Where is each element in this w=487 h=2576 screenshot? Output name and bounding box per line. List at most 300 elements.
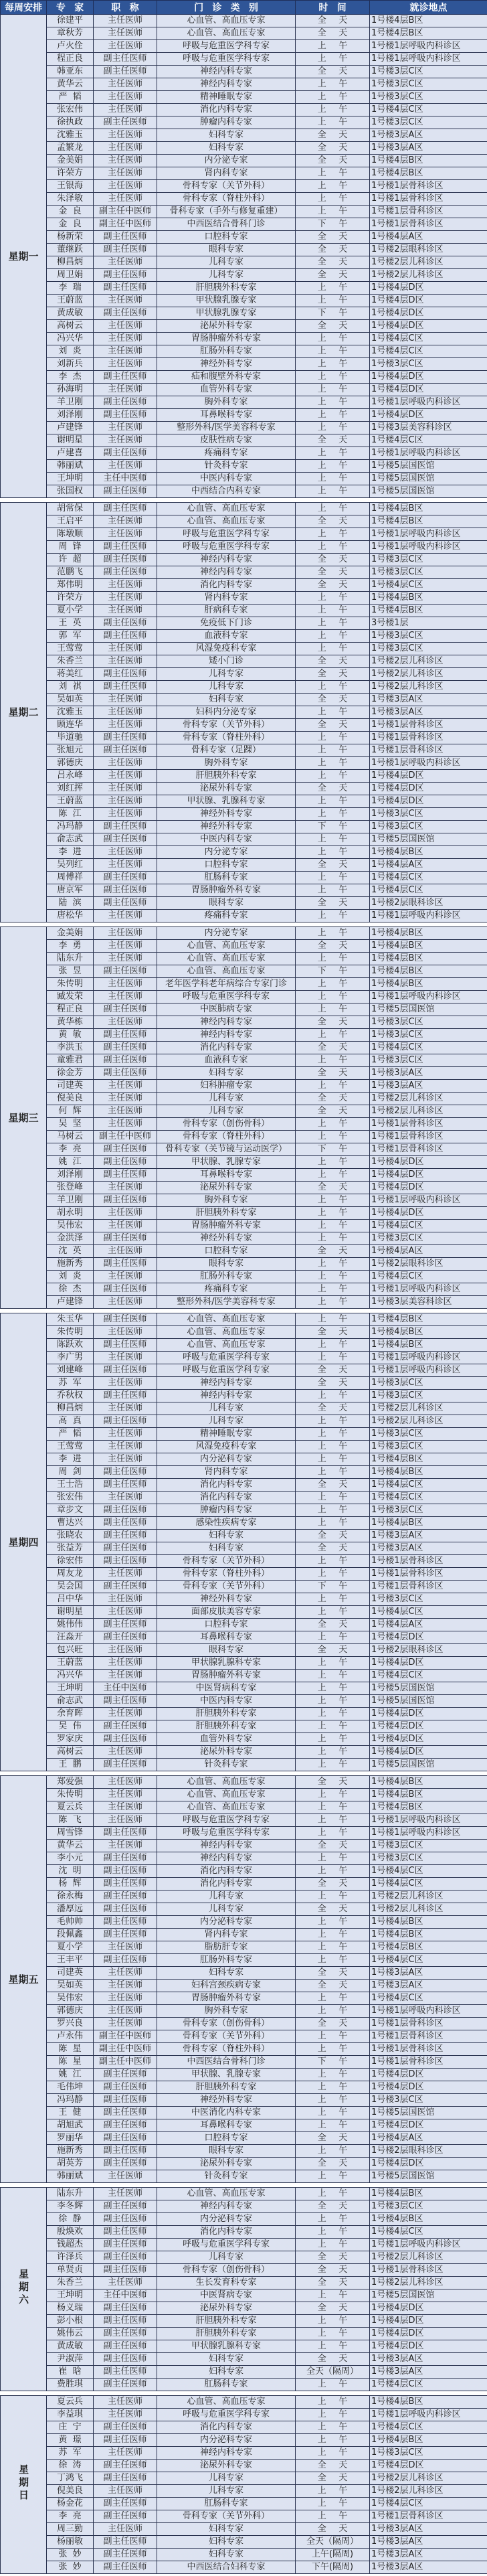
expert-name: 毕道驰 — [47, 732, 94, 744]
clinic-category: 整形外科/医学美容科专家 — [157, 1296, 296, 1309]
clinic-category: 妇科专家 — [157, 1067, 296, 1080]
expert-name: 张宏伟 — [47, 1492, 94, 1504]
table-row — [1, 1890, 487, 1903]
clinic-category: 呼吸与危重医学科专家 — [157, 2239, 296, 2251]
clinic-location: 1号楼3层C区 — [370, 1390, 487, 1402]
clinic-time: 上 午 — [296, 1492, 370, 1504]
job-title: 副主任医师 — [94, 1415, 157, 1428]
table-row — [1, 2434, 487, 2447]
job-title: 副主任医师 — [94, 1156, 157, 1169]
clinic-category: 儿科专家 — [157, 1093, 296, 1105]
clinic-location: 1号楼3层C区 — [370, 91, 487, 104]
clinic-location: 1号楼2层儿科诊区 — [370, 2485, 487, 2498]
table-row — [1, 2069, 487, 2081]
clinic-time: 上 午 — [296, 116, 370, 129]
clinic-time: 全 天 — [296, 1840, 370, 1852]
table-row — [1, 2188, 487, 2200]
job-title: 副主任医师 — [94, 1631, 157, 1644]
clinic-category: 消化内科专家 — [157, 1479, 296, 1492]
expert-name: 沈 英 — [47, 1245, 94, 1258]
job-title: 副主任医师 — [94, 681, 157, 694]
job-title: 副主任医师 — [94, 1890, 157, 1903]
expert-name: 顾连华 — [47, 719, 94, 732]
clinic-location: 1号楼1层呼吸内科诊区 — [370, 1194, 487, 1207]
expert-name: 王丰平 — [47, 1954, 94, 1967]
expert-name: 徐执政 — [47, 116, 94, 129]
job-title: 主任医师 — [94, 808, 157, 821]
job-title: 主任医师 — [94, 605, 157, 617]
clinic-category: 儿科专家 — [157, 269, 296, 282]
job-title: 主任医师 — [94, 2485, 157, 2498]
clinic-location: 1号楼5层国医馆 — [370, 2170, 487, 2183]
expert-name: 沈 明 — [47, 1865, 94, 1878]
expert-name: 李 亮 — [47, 1143, 94, 1156]
clinic-time: 下午(隔周) — [296, 2561, 370, 2574]
expert-name: 吴 伟 — [47, 1720, 94, 1733]
clinic-location: 1号楼4层D区 — [370, 1169, 487, 1182]
clinic-location: 1号楼4层B区 — [370, 15, 487, 27]
job-title: 主任医师 — [94, 770, 157, 783]
table-row — [1, 732, 487, 744]
clinic-category: 儿科专家 — [157, 2251, 296, 2264]
table-row — [1, 1581, 487, 1593]
clinic-time: 上 午 — [296, 2409, 370, 2421]
table-row — [1, 1390, 487, 1402]
expert-name: 童雅君 — [47, 1054, 94, 1067]
weekday-label: 星期四 — [8, 1536, 39, 1548]
expert-name: 夏小学 — [47, 1941, 94, 1954]
table-row — [1, 2145, 487, 2158]
job-title: 副主任医师 — [94, 1143, 157, 1156]
clinic-time: 上 午 — [296, 1504, 370, 1517]
job-title: 主任医师 — [94, 460, 157, 473]
clinic-category: 血管外科专家 — [157, 1733, 296, 1746]
clinic-location: 1号楼3层C区 — [370, 2200, 487, 2213]
job-title: 副主任医师 — [94, 2472, 157, 2485]
clinic-time: 全 天 — [296, 434, 370, 447]
table-row — [1, 2056, 487, 2069]
job-title: 副主任医师 — [94, 897, 157, 910]
expert-name: 何 辉 — [47, 1105, 94, 1118]
clinic-time: 上 午 — [296, 1568, 370, 1581]
clinic-time: 全 天 — [296, 554, 370, 566]
expert-name: 刘新兵 — [47, 358, 94, 371]
table-row — [1, 2315, 487, 2328]
clinic-category: 肿瘤内科专家 — [157, 116, 296, 129]
expert-name: 乔秋权 — [47, 1390, 94, 1402]
job-title: 主任医师 — [94, 719, 157, 732]
clinic-time: 上 午 — [296, 1631, 370, 1644]
table-row — [1, 1220, 487, 1232]
expert-name: 徐永梅 — [47, 1890, 94, 1903]
clinic-category: 妇科肿瘤专家 — [157, 1080, 296, 1093]
table-row — [1, 1954, 487, 1967]
clinic-time: 上 午 — [296, 617, 370, 630]
clinic-location: 1号楼4层D区 — [370, 1746, 487, 1759]
clinic-location: 1号楼3层A区 — [370, 2549, 487, 2561]
clinic-location: 1号楼5层国医馆 — [370, 1003, 487, 1016]
table-row — [1, 2226, 487, 2239]
clinic-time: 上 午 — [296, 1339, 370, 1352]
clinic-location: 1号楼4层D区 — [370, 1182, 487, 1194]
job-title: 主任医师 — [94, 1352, 157, 1364]
expert-name: 王启平 — [47, 515, 94, 528]
clinic-time: 上 午 — [296, 706, 370, 719]
job-title: 主任医师 — [94, 345, 157, 358]
expert-name: 陈 星 — [47, 2043, 94, 2056]
clinic-time: 上 午 — [296, 1720, 370, 1733]
job-title: 副主任医师 — [94, 2379, 157, 2391]
clinic-time: 全 天 — [296, 2132, 370, 2145]
expert-name: 胡常保 — [47, 503, 94, 515]
clinic-time: 全 天 — [296, 66, 370, 78]
clinic-location: 1号楼4层B区 — [370, 2213, 487, 2226]
job-title: 副主任医师 — [94, 554, 157, 566]
table-row — [1, 371, 487, 384]
clinic-location: 1号楼2层儿科诊区 — [370, 269, 487, 282]
clinic-category: 疝和腹壁外科专家 — [157, 371, 296, 384]
clinic-category: 疼痛科专家 — [157, 1283, 296, 1296]
clinic-category: 中西医结合妇科专家 — [157, 2561, 296, 2574]
expert-name: 夏小学 — [47, 605, 94, 617]
clinic-time: 上 午 — [296, 2421, 370, 2434]
expert-name: 王莺莺 — [47, 643, 94, 655]
clinic-location: 1号楼3层A区 — [370, 2353, 487, 2366]
clinic-location: 1号楼3层C区 — [370, 1232, 487, 1245]
job-title: 副主任医师 — [94, 2536, 157, 2549]
expert-name: 张 妙 — [47, 2561, 94, 2574]
clinic-category: 肾内科专家 — [157, 167, 296, 180]
expert-name: 董继跃 — [47, 244, 94, 256]
job-title: 主任医师 — [94, 180, 157, 193]
clinic-location: 1号楼1层骨科诊区 — [370, 193, 487, 206]
expert-name: 范鹏飞 — [47, 566, 94, 579]
clinic-time: 全 天 — [296, 269, 370, 282]
table-row — [1, 2379, 487, 2391]
job-title: 副主任医师 — [94, 2328, 157, 2340]
table-row — [1, 528, 487, 541]
clinic-time: 全 天 — [296, 2158, 370, 2170]
table-row — [1, 2353, 487, 2366]
clinic-category: 肾内科专家 — [157, 1929, 296, 1941]
clinic-time: 全 天 — [296, 1903, 370, 1916]
expert-name: 韩亚东 — [47, 66, 94, 78]
table-row — [1, 1080, 487, 1093]
job-title: 副主任医师 — [94, 244, 157, 256]
expert-name: 夏云兵 — [47, 2396, 94, 2409]
clinic-time: 上 午 — [296, 503, 370, 515]
clinic-category: 骨科专家（足踝） — [157, 744, 296, 757]
clinic-location: 1号楼2层儿科诊区 — [370, 2277, 487, 2289]
table-row — [1, 1415, 487, 1428]
expert-name: 李 进 — [47, 1453, 94, 1466]
table-row — [1, 2366, 487, 2379]
clinic-category: 骨科专家（创伤骨科） — [157, 2264, 296, 2277]
clinic-category: 肛肠外科专家 — [157, 1271, 296, 1283]
table-row — [1, 1619, 487, 1631]
clinic-category: 内分泌专家 — [157, 846, 296, 859]
clinic-time: 全 天 — [296, 256, 370, 269]
table-row — [1, 2510, 487, 2523]
clinic-location: 1号楼3层C区 — [370, 1840, 487, 1852]
table-row — [1, 1840, 487, 1852]
job-title: 主任医师 — [94, 1220, 157, 1232]
clinic-time: 全 天 — [296, 2460, 370, 2472]
clinic-time: 上 午 — [296, 2030, 370, 2043]
clinic-category: 骨科专家（手外与修复重建） — [157, 206, 296, 218]
clinic-location: 1号楼3层C区 — [370, 566, 487, 579]
clinic-location: 1号楼4层D区 — [370, 2315, 487, 2328]
clinic-location: 1号楼1层骨科诊区 — [370, 2018, 487, 2030]
clinic-category: 肛肠外科专家 — [157, 345, 296, 358]
table-row — [1, 795, 487, 808]
table-row — [1, 991, 487, 1003]
clinic-time: 上 午 — [296, 630, 370, 643]
clinic-category: 骨科专家（脊柱外科） — [157, 193, 296, 206]
clinic-time: 上 午 — [296, 1453, 370, 1466]
table-row — [1, 2289, 487, 2302]
expert-name: 庄 宁 — [47, 2421, 94, 2434]
clinic-time: 全 天 — [296, 2264, 370, 2277]
table-row — [1, 592, 487, 605]
clinic-category: 胃肠肿瘤外科专家 — [157, 1220, 296, 1232]
clinic-category: 胃肠肿瘤外科专家 — [157, 333, 296, 345]
clinic-time: 上 午 — [296, 1555, 370, 1568]
table-row — [1, 1377, 487, 1390]
job-title: 主任医师 — [94, 333, 157, 345]
clinic-location: 1号楼3层C区 — [370, 78, 487, 91]
job-title: 主任医师 — [94, 1377, 157, 1390]
clinic-location: 1号楼1层骨科诊区 — [370, 732, 487, 744]
clinic-location: 1号楼4层C区 — [370, 1042, 487, 1054]
table-row — [1, 218, 487, 231]
clinic-location: 1号楼4层B区 — [370, 503, 487, 515]
job-title: 副主任医师 — [94, 2421, 157, 2434]
clinic-category: 眼科专家 — [157, 1258, 296, 1271]
expert-name: 刘泽刚 — [47, 409, 94, 422]
clinic-time: 上 午 — [296, 910, 370, 922]
clinic-category: 消化内科专家 — [157, 1865, 296, 1878]
job-title: 副主任医师 — [94, 1555, 157, 1568]
clinic-time: 全 天 — [296, 129, 370, 142]
clinic-category: 神经内科专家 — [157, 1377, 296, 1390]
job-title: 主任医师 — [94, 991, 157, 1003]
clinic-category: 血液科专家 — [157, 1054, 296, 1067]
clinic-category: 消化内科专家 — [157, 2421, 296, 2434]
clinic-category: 内分泌科专家 — [157, 1453, 296, 1466]
clinic-time: 上 午 — [296, 732, 370, 744]
clinic-time: 全 天 — [296, 2200, 370, 2213]
clinic-location: 1号楼3层C区 — [370, 1054, 487, 1067]
clinic-category: 肛肠科专家 — [157, 2379, 296, 2391]
clinic-location: 1号楼3层A区 — [370, 1967, 487, 1980]
clinic-location: 1号楼4层B区 — [370, 167, 487, 180]
table-row — [1, 872, 487, 884]
job-title: 副主任中医师 — [94, 1131, 157, 1143]
weekday-cell — [1, 1776, 47, 2183]
job-title: 副主任医师 — [94, 1339, 157, 1352]
table-row — [1, 2409, 487, 2421]
job-title: 副主任医师 — [94, 2302, 157, 2315]
clinic-category: 呼吸与危重医学科专家 — [157, 1814, 296, 1827]
clinic-location: 1号楼1层呼吸内科诊区 — [370, 447, 487, 460]
expert-name: 张晓农 — [47, 1530, 94, 1542]
job-title: 主任医师 — [94, 1428, 157, 1441]
clinic-location: 1号楼4层D区 — [370, 2119, 487, 2132]
clinic-time: 上 午 — [296, 1814, 370, 1827]
clinic-category: 神经内科专家 — [157, 1840, 296, 1852]
clinic-category: 内分泌科专家 — [157, 2434, 296, 2447]
expert-name: 冯玛静 — [47, 821, 94, 833]
clinic-time: 上 午 — [296, 1207, 370, 1220]
clinic-location: 1号楼2层儿科诊区 — [370, 1890, 487, 1903]
clinic-category: 骨科专家（关节外科） — [157, 1581, 296, 1593]
clinic-time: 上 午 — [296, 295, 370, 307]
clinic-category: 妇科专家 — [157, 694, 296, 706]
clinic-category: 妇科专家 — [157, 2353, 296, 2366]
table-row — [1, 2536, 487, 2549]
clinic-category: 皮肤性病专家 — [157, 434, 296, 447]
clinic-location: 1号楼3层A区 — [370, 2523, 487, 2536]
clinic-category: 心血管、高血压专家 — [157, 2396, 296, 2409]
clinic-category: 心血管、高血压专家 — [157, 1339, 296, 1352]
clinic-location: 1号楼1层呼吸内科诊区 — [370, 1364, 487, 1377]
clinic-time: 全 天 — [296, 320, 370, 333]
job-title: 主任医师 — [94, 15, 157, 27]
job-title: 副主任医师 — [94, 2145, 157, 2158]
clinic-location: 1号楼4层D区 — [370, 295, 487, 307]
expert-name: 周雪锋 — [47, 1827, 94, 1840]
clinic-category: 消化内科专家 — [157, 1878, 296, 1890]
weekday-label: 星期一 — [8, 250, 39, 262]
clinic-category: 神经内科专家 — [157, 2200, 296, 2213]
table-row — [1, 142, 487, 155]
clinic-location: 1号楼1层呼吸内科诊区 — [370, 541, 487, 554]
expert-name: 李广男 — [47, 1352, 94, 1364]
clinic-time: 上 午 — [296, 795, 370, 808]
job-title: 副主任医师 — [94, 282, 157, 295]
clinic-category: 肝胆胰外科专家 — [157, 770, 296, 783]
table-row — [1, 927, 487, 940]
table-row — [1, 630, 487, 643]
job-title: 副主任医师 — [94, 1695, 157, 1708]
expert-name: 郑爱强 — [47, 1776, 94, 1789]
clinic-category: 儿科专家 — [157, 2472, 296, 2485]
clinic-category: 泌尿外科专家 — [157, 320, 296, 333]
clinic-category: 骨科专家（关节外科） — [157, 2030, 296, 2043]
expert-name: 张宏伟 — [47, 104, 94, 116]
job-title: 副主任医师 — [94, 2251, 157, 2264]
expert-name: 冯兴华 — [47, 1670, 94, 1682]
job-title: 主任医师 — [94, 1840, 157, 1852]
table-row — [1, 503, 487, 515]
schedule-body — [1, 15, 487, 2574]
clinic-time: 全 天 — [296, 1402, 370, 1415]
clinic-time: 全 天 — [296, 579, 370, 592]
separator-cell — [1, 2183, 487, 2188]
clinic-category: 呼吸与危重医学科专家 — [157, 40, 296, 53]
job-title: 副主任医师 — [94, 2549, 157, 2561]
table-row — [1, 554, 487, 566]
clinic-time: 上 午 — [296, 1890, 370, 1903]
clinic-time: 上 午 — [296, 643, 370, 655]
weekday-cell — [1, 2188, 47, 2391]
clinic-location: 1号楼4层B区 — [370, 953, 487, 965]
table-row — [1, 1479, 487, 1492]
job-title: 主任医师 — [94, 1441, 157, 1453]
clinic-location: 1号楼4层D区 — [370, 795, 487, 808]
clinic-time: 上 午 — [296, 2213, 370, 2226]
clinic-time: 上 午 — [296, 1827, 370, 1840]
clinic-category: 口腔科专家 — [157, 231, 296, 244]
expert-name: 黄成敏 — [47, 307, 94, 320]
clinic-time: 上 午 — [296, 1194, 370, 1207]
clinic-category: 胸外科专家 — [157, 1194, 296, 1207]
clinic-location: 1号楼4层C区 — [370, 1954, 487, 1967]
clinic-time: 全天（隔周） — [296, 2366, 370, 2379]
expert-name: 胡永明 — [47, 1207, 94, 1220]
clinic-location: 1号楼3层C区 — [370, 643, 487, 655]
clinic-category: 耳鼻喉科专家 — [157, 1631, 296, 1644]
clinic-category: 心血管、高血压专家 — [157, 503, 296, 515]
clinic-location: 1号楼4层C区 — [370, 1606, 487, 1619]
job-title: 副主任医师 — [94, 2158, 157, 2170]
clinic-category: 心血管、高血压专家 — [157, 965, 296, 978]
clinic-category: 肿瘤内科专家 — [157, 1504, 296, 1517]
table-row — [1, 256, 487, 269]
job-title: 主任医师 — [94, 1644, 157, 1657]
clinic-time: 上 午 — [296, 1415, 370, 1428]
clinic-time: 上 午 — [296, 2226, 370, 2239]
expert-name: 陆东升 — [47, 953, 94, 965]
expert-name: 吕中华 — [47, 1593, 94, 1606]
expert-name: 尹淑萍 — [47, 2353, 94, 2366]
clinic-category: 泌尿外科专家 — [157, 2460, 296, 2472]
expert-name: 王蔚蓝 — [47, 295, 94, 307]
clinic-location: 1号楼2层儿科诊区 — [370, 2472, 487, 2485]
clinic-time: 全 天 — [296, 1377, 370, 1390]
table-row — [1, 2485, 487, 2498]
clinic-time: 上 午 — [296, 2005, 370, 2018]
clinic-category: 骨科专家（关节外科） — [157, 1555, 296, 1568]
clinic-time: 上 午 — [296, 396, 370, 409]
expert-name: 许荣方 — [47, 167, 94, 180]
expert-name: 丁鸿飞 — [47, 2472, 94, 2485]
clinic-time: 上 午 — [296, 2094, 370, 2107]
clinic-time: 全 天 — [296, 940, 370, 953]
clinic-location: 1号楼1层骨科诊区 — [370, 218, 487, 231]
clinic-category: 胃肠肿瘤外科专家 — [157, 884, 296, 897]
clinic-time: 上 午 — [296, 953, 370, 965]
expert-name: 吕永峰 — [47, 770, 94, 783]
clinic-location: 1号楼2层儿科诊区 — [370, 2251, 487, 2264]
clinic-location: 1号楼5层国医馆 — [370, 1682, 487, 1695]
clinic-category: 肛肠外科专家 — [157, 1954, 296, 1967]
clinic-time: 全 天 — [296, 142, 370, 155]
expert-name: 李益琪 — [47, 2409, 94, 2421]
expert-name: 徐金芳 — [47, 1067, 94, 1080]
expert-name: 周 锋 — [47, 541, 94, 554]
clinic-location: 1号楼4层C区 — [370, 1670, 487, 1682]
clinic-time: 上 午 — [296, 384, 370, 396]
clinic-location: 1号楼4层D区 — [370, 2081, 487, 2094]
clinic-location: 1号楼4层D区 — [370, 2069, 487, 2081]
job-title: 副主任医师 — [94, 1530, 157, 1542]
table-row — [1, 2018, 487, 2030]
table-row — [1, 53, 487, 66]
job-title: 主任医师 — [94, 129, 157, 142]
clinic-location: 1号楼3层C区 — [370, 1593, 487, 1606]
